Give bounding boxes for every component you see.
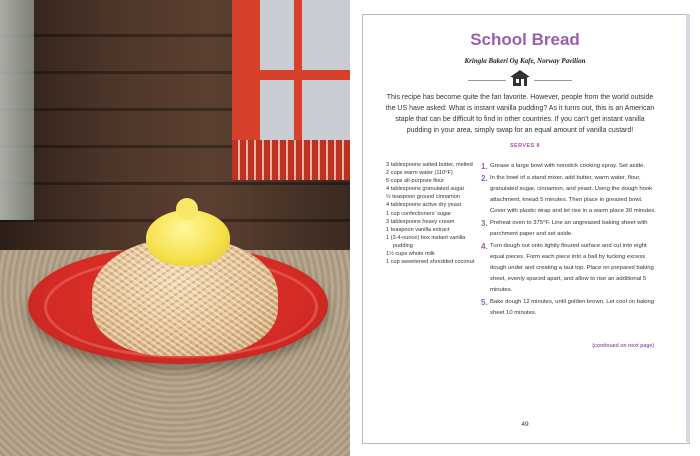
step-number: 3.: [481, 219, 488, 228]
pavilion-house-icon: [509, 69, 531, 87]
instruction-step: [481, 218, 657, 240]
instruction-step: [481, 297, 657, 319]
step-number: 4.: [481, 242, 488, 251]
red-window: [232, 0, 350, 180]
recipe-title: School Bread: [470, 30, 580, 49]
ingredient-item: 1 (3.4-ounce) box instant vanilla pudding: [386, 234, 466, 249]
background-light: [0, 0, 34, 220]
page-number: 49: [521, 421, 529, 428]
window-trim: [232, 140, 350, 180]
page-edge-border: [676, 14, 690, 442]
recipe-source: Kringla Bakeri Og Kafe, Norway Pavilion: [464, 57, 586, 65]
step-text: Grease a large bowl with nonstick cooking spray. Set aside.: [490, 163, 646, 169]
instruction-step: [481, 241, 657, 296]
ingredient-item: 1 cup confectioners’ sugar: [386, 210, 452, 217]
step-number: 1.: [481, 162, 488, 171]
step-number: 5.: [481, 298, 488, 307]
step-number: 2.: [481, 174, 488, 183]
continued-note: (continued on next page): [592, 343, 654, 349]
step-text: Preheat oven to 375°F. Line an ungreased baking sheet with parchment paper and set aside.: [490, 220, 648, 237]
recipe-intro: This recipe has become quite the fan favorite. However, people from the world outside the US have asked: What is instant vanilla pudding? As it turns out, this is an American staple that can be difficult to find in other countries. If you can’t get instant vanilla pudding in your area, simply swap for an equal amount of vanilla custard!: [385, 94, 655, 134]
ingredient-item: 4 tablespoons active dry yeast: [386, 202, 462, 209]
step-text: Turn dough out onto lightly floured surface and cut into eight equal pieces. Form each piece into a ball by tucking excess dough under and creating a taut top. Place on prepared baking sheet, evenly spaced apart, and allow to rise an additional 5 minutes.: [490, 243, 654, 293]
ingredient-item: 4 tablespoons granulated sugar: [386, 186, 465, 193]
window-pane: [260, 0, 294, 70]
instruction-step: [481, 161, 657, 172]
divider-right: [534, 80, 572, 81]
ingredient-list: [386, 161, 476, 266]
ingredient-item: 2 cups warm water (110°F): [386, 170, 453, 177]
ingredient-item: 1 teaspoon vanilla extract: [386, 226, 450, 233]
instruction-list: [481, 161, 657, 320]
instruction-step: [481, 173, 657, 217]
ingredient-item: 5 cups all-purpose flour: [386, 178, 445, 185]
divider-left: [468, 80, 506, 81]
ingredient-item: 3 tablespoons salted butter, melted: [386, 162, 473, 168]
ingredient-item: 1 cup sweetened shredded coconut: [386, 259, 475, 266]
ingredient-item: 1½ cups whole milk: [386, 251, 435, 258]
window-pane: [302, 0, 350, 70]
window-pane: [260, 80, 294, 140]
serves-label: SERVES 8: [509, 143, 540, 149]
step-text: In the bowl of a stand mixer, add butter, warm water, flour, granulated sugar, cinnamon, and yeast. Using the dough hook attachment, knead 5 minutes. Then place in greased bowl. Cover with plastic wrap and let rise in a warm place 30 minutes.: [490, 175, 656, 214]
step-text: Bake dough 12 minutes, until golden brown. Let cool on baking sheet 10 minutes.: [490, 299, 655, 316]
ingredient-item: ½ teaspoon ground cinnamon: [386, 194, 461, 201]
window-pane: [302, 80, 350, 140]
custard-frosting-tip: [176, 198, 198, 220]
ingredient-item: 3 tablespoons heavy cream: [386, 218, 455, 225]
